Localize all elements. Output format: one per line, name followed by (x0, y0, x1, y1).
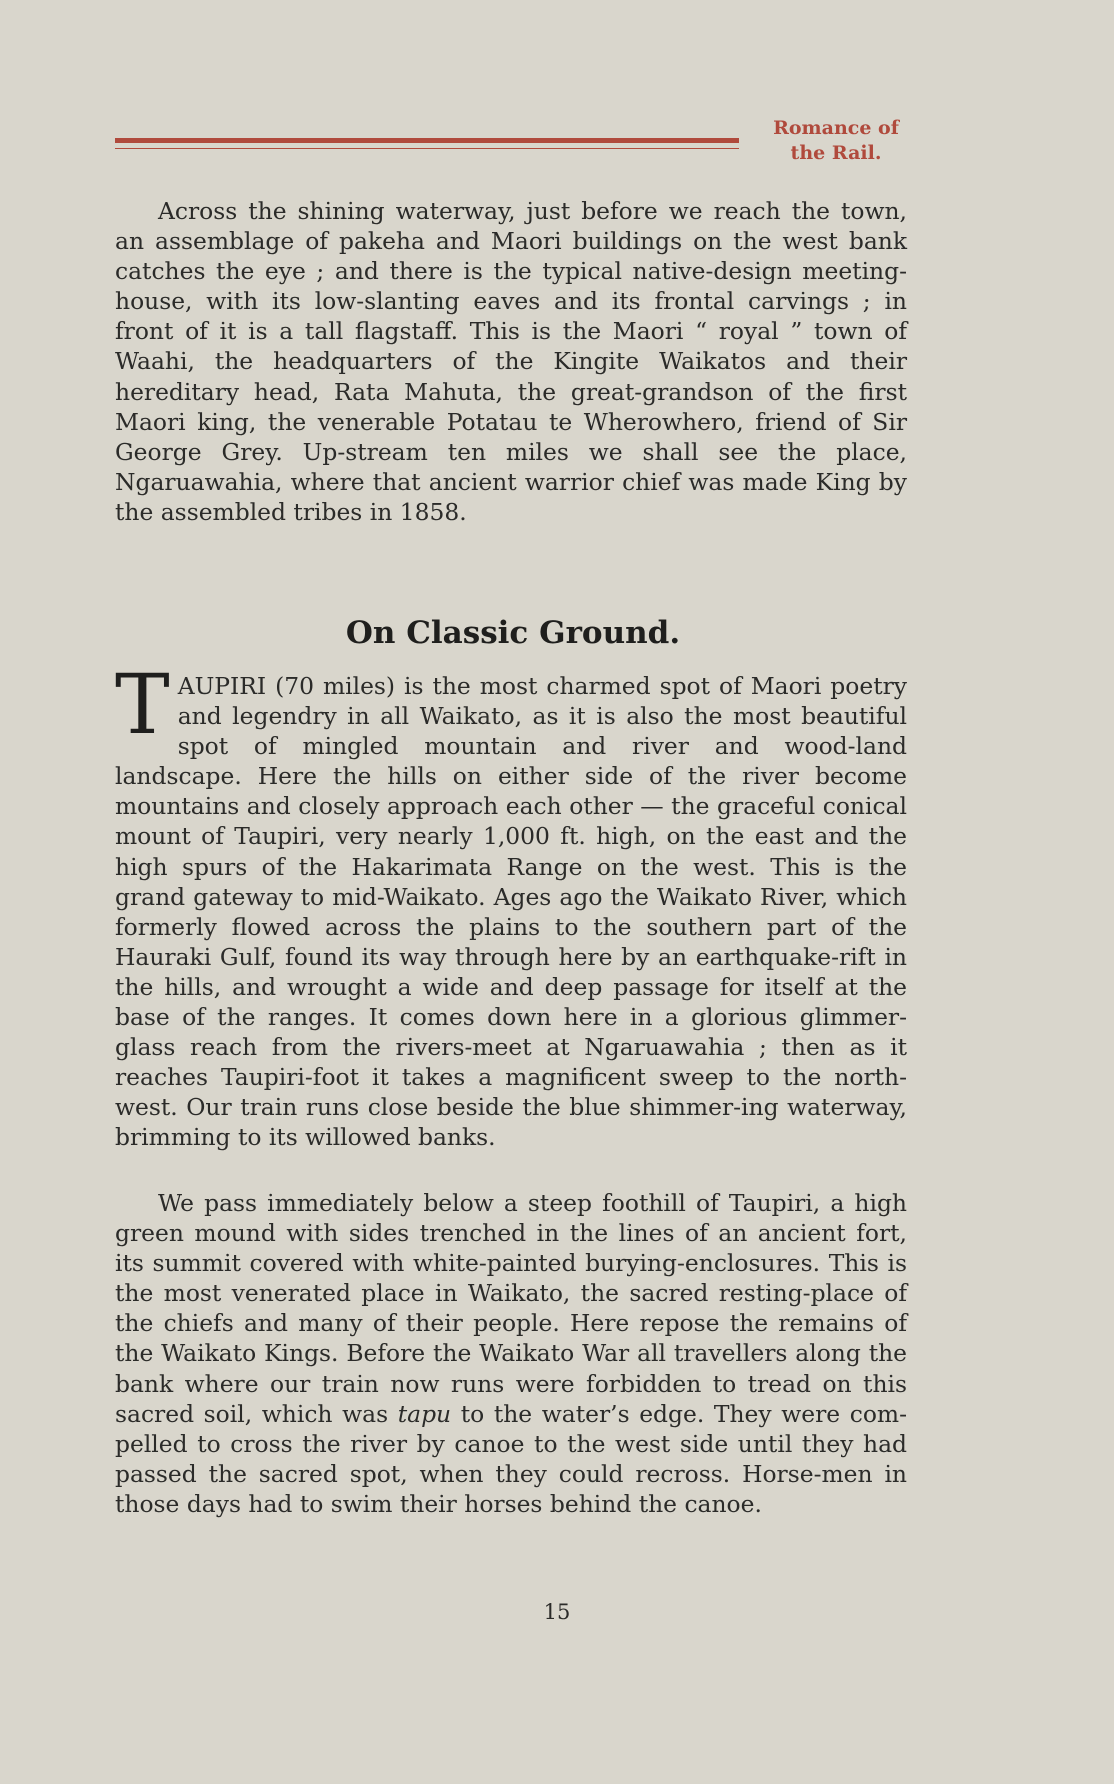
drop-cap: T (115, 658, 170, 753)
header-rule (115, 138, 739, 149)
header-rule-thin (115, 148, 739, 149)
paragraph-foothill-text-a: We pass immediately below a steep foothill of Taupiri, a high green mound with sides trenched in the lines of an ancient fort, its summit covered with white-painted burying-enclosures. This is the most venerated place in Waikato, the sacred resting-place of the chiefs and many of their people. Here repose the remains of the Waikato Kings. Before the Waikato War all travellers along the bank where our train now runs were forbidden to tread on this sacred soil, which was (115, 1189, 907, 1428)
page-number: 15 (543, 1600, 571, 1624)
running-head (115, 116, 911, 172)
header-rule-thick (115, 138, 739, 143)
running-title (761, 116, 911, 166)
running-title-line-2: the Rail. (790, 142, 882, 164)
section-heading: On Classic Ground. (345, 615, 681, 651)
paragraph-waahi: Across the shining waterway, just before we reach the town, an assemblage of pakeha and Maori buildings on the west bank catches the eye ; and there is the typical native-design meeting-house, with its low-slanting eaves and its frontal carvings ; in front of it is a tall flagstaff. This is the Maori “ royal ” town of Waahi, the headquarters of the Kingite Waikatos and their hereditary head, Rata Mahuta, the great-grandson of the first Maori king, the venerable Potatau te Wherowhero, friend of Sir George Grey. Up-stream ten miles we shall see the place, Ngaruawahia, where that ancient warrior chief was made King by the assembled tribes in 1858. (115, 197, 907, 526)
paragraph-taupiri (115, 658, 907, 1153)
paragraph-taupiri-text: AUPIRI (70 miles) is the most charmed spot of Maori poetry and legendry in all Waikato, as it is also the most beautiful spot of mingled mountain and river and wood-land landscape. Here the hills on either side of the river become mountains and closely approach each other — the graceful conical mount of Taupiri, very nearly 1,000 ft. high, on the east and the high spurs of the Hakarimata Range on the west. This is the grand gateway to mid-Waikato. Ages ago the Waikato River, which formerly flowed across the plains to the southern part of the Hauraki Gulf, found its way through here by an earthquake-rift in the hills, and wrought a wide and deep passage for itself at the base of the ranges. It comes down here in a glorious glimmer-glass reach from the rivers-meet at Ngaruawahia ; then as it reaches Taupiri-foot it takes a magnificent sweep to the north-west. Our train runs close beside the blue shimmer-ing waterway, brimming to its willowed banks. (115, 672, 907, 1152)
running-title-line-1: Romance of (773, 117, 899, 139)
paragraph-foothill (115, 1188, 907, 1519)
italic-word-tapu: tapu (397, 1399, 452, 1428)
paragraph-foothill-text-b: to the water’s edge. They were com-pelled to cross the river by canoe to the west side until they had passed the sacred spot, when they could recross. Horse-men in those days had to swim their horses behind the canoe. (115, 1399, 907, 1518)
